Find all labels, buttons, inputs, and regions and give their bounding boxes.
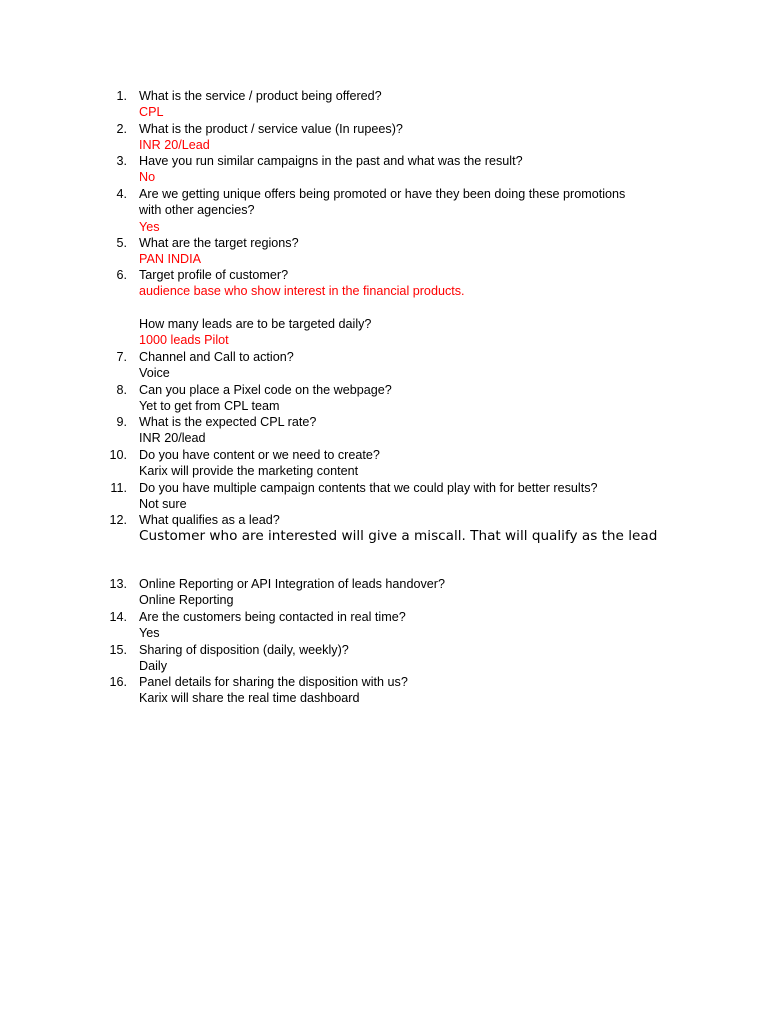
item-number: 2. <box>116 122 127 136</box>
item-number: 3. <box>116 154 127 168</box>
question-text: What is the expected CPL rate? <box>139 415 317 429</box>
question-text: Have you run similar campaigns in the past and what was the result? <box>139 154 523 168</box>
question-text: Panel details for sharing the disposition with us? <box>139 675 408 689</box>
answer-text: Customer who are interested will give a miscall. That will qualify as the lead <box>139 528 658 544</box>
answer-text: Online Reporting <box>139 593 234 607</box>
question-text: Online Reporting or API Integration of leads handover? <box>139 577 445 591</box>
item-number: 4. <box>116 187 127 201</box>
item-number: 14. <box>109 610 127 624</box>
answer-text: INR 20/lead <box>139 431 206 445</box>
answer-text: No <box>139 170 156 184</box>
item-number: 8. <box>116 383 127 397</box>
item-number: 6. <box>116 268 127 282</box>
question-text: What is the service / product being offered? <box>139 89 382 103</box>
answer-text: Yet to get from CPL team <box>139 399 280 413</box>
item-number: 1. <box>116 89 127 103</box>
answer-text: audience base who show interest in the financial products. <box>139 284 465 298</box>
answer-text: Karix will share the real time dashboard <box>139 691 360 705</box>
answer-text: PAN INDIA <box>139 252 202 266</box>
question-text: Target profile of customer? <box>139 268 289 282</box>
answer-text: Karix will provide the marketing content <box>139 464 359 478</box>
question-text: Can you place a Pixel code on the webpage? <box>139 383 392 397</box>
answer-text: CPL <box>139 105 164 119</box>
sub-question-text: How many leads are to be targeted daily? <box>139 317 372 331</box>
answer-text: Yes <box>139 626 160 640</box>
item-number: 5. <box>116 236 127 250</box>
question-text: What is the product / service value (In rupees)? <box>139 122 403 136</box>
answer-text: Voice <box>139 366 170 380</box>
question-text: Do you have content or we need to create? <box>139 448 380 462</box>
question-text-continued: with other agencies? <box>139 203 255 217</box>
sub-answer-text: 1000 leads Pilot <box>139 333 229 347</box>
question-text: What qualifies as a lead? <box>139 513 280 527</box>
item-number: 11. <box>110 481 127 495</box>
item-number: 15. <box>109 643 127 657</box>
answer-text: Daily <box>139 659 167 673</box>
answer-text: INR 20/Lead <box>139 138 210 152</box>
question-text: Are the customers being contacted in real time? <box>139 610 406 624</box>
question-text: Do you have multiple campaign contents that we could play with for better results? <box>139 481 598 495</box>
question-text: What are the target regions? <box>139 236 299 250</box>
question-text: Channel and Call to action? <box>139 350 294 364</box>
answer-text: Not sure <box>139 497 187 511</box>
answer-text: Yes <box>139 220 160 234</box>
item-number: 16. <box>109 675 127 689</box>
question-text: Are we getting unique offers being promoted or have they been doing these promotions <box>139 187 626 201</box>
item-number: 10. <box>109 448 127 462</box>
item-number: 13. <box>109 577 127 591</box>
item-number: 7. <box>116 350 127 364</box>
question-text: Sharing of disposition (daily, weekly)? <box>139 643 349 657</box>
item-number: 12. <box>109 513 127 527</box>
item-number: 9. <box>116 415 127 429</box>
